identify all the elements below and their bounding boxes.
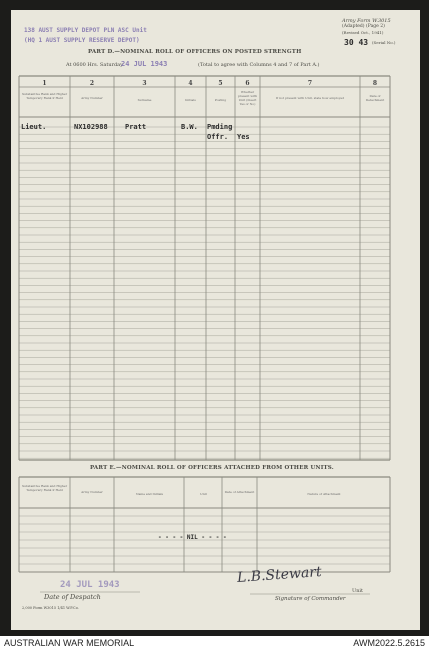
entry-posting-2: Offr. xyxy=(207,133,229,141)
form-adapted: (Adapted) (Page 2) xyxy=(342,24,385,29)
col-header-employed: If not present with Unit, state how employed xyxy=(275,96,345,100)
footer-institution: AUSTRALIAN WAR MEMORIAL xyxy=(4,638,135,648)
col-number-2: 2 xyxy=(89,80,95,87)
serial-number: 30 43 xyxy=(344,38,369,47)
part-e-nil: - - - - NIL - - - - xyxy=(158,534,227,541)
col-header-posting: Posting xyxy=(214,98,227,102)
form-number: Army Form W.3015 xyxy=(342,18,391,24)
entry-rank: Lieut. xyxy=(21,123,47,131)
col-number-3: 3 xyxy=(142,80,147,87)
e-col-header-attachment-date: Date of Attachment xyxy=(224,490,255,494)
col-header-initials: Initials xyxy=(185,98,196,102)
print-code: 2,000 Form W3015 1/41 W.P.Co. xyxy=(22,606,79,610)
col-header-surname: Surname xyxy=(137,98,152,102)
unit-stamp-line1: 138 AUST SUPPLY DEPOT PLN ASC Unit xyxy=(24,27,147,34)
entry-posting-1: Pmding xyxy=(207,123,233,131)
unit-label: Unit xyxy=(352,588,364,594)
commander-signature: L.B.Stewart xyxy=(236,564,323,586)
col-number-5: 5 xyxy=(218,80,223,87)
e-col-header-army-number: Army Number xyxy=(81,490,103,494)
footer-accession-number: AWM2022.5.2615 xyxy=(353,638,425,648)
col-header-detachment-date: Date of Detachment xyxy=(365,94,385,102)
part-d-at-prefix: At 0600 Hrs. Saturday xyxy=(66,62,123,68)
despatch-date-stamp: 24 JUL 1943 xyxy=(60,580,120,590)
entry-army-number: NX102988 xyxy=(74,123,108,131)
col-number-1: 1 xyxy=(42,80,47,87)
unit-stamp-line2: (HQ 1 AUST SUPPLY RESERVE DEPOT) xyxy=(24,37,140,44)
col-header-army-number: Army Number xyxy=(81,96,103,100)
serial-label: (Serial No.) xyxy=(372,40,396,45)
col-number-7: 7 xyxy=(307,80,313,87)
despatch-date-label: Date of Despatch xyxy=(44,593,101,601)
e-col-header-name: Name and Initials xyxy=(135,492,164,496)
part-d-at-suffix: (Total to agree with Columns 4 and 7 of Part A.) xyxy=(198,62,320,68)
col-number-8: 8 xyxy=(372,80,378,87)
form-revised: (Revised Oct., 1941) xyxy=(342,30,384,35)
entry-present: Yes xyxy=(237,133,250,141)
part-e-title: PART E.—NOMINAL ROLL OF OFFICERS ATTACHED FROM OTHER UNITS. xyxy=(90,465,334,471)
col-number-4: 4 xyxy=(188,80,193,87)
col-number-6: 6 xyxy=(245,80,250,87)
e-col-header-unit: Unit xyxy=(200,492,207,496)
col-header-rank: Substantive Rank and Higher Temporary Rank if Held xyxy=(21,92,67,100)
e-col-header-rank: Substantive Rank and Higher Temporary Rank if Held xyxy=(21,484,67,492)
entry-initials: B.W. xyxy=(181,123,198,131)
e-col-header-nature: Nature of Attachment xyxy=(307,492,341,496)
part-d-date-stamp: 24 JUL 1943 xyxy=(121,60,168,68)
signature-label: Signature of Commander xyxy=(275,596,346,602)
entry-surname: Pratt xyxy=(125,123,147,131)
part-d-title: PART D.—NOMINAL ROLL OF OFFICERS ON POSTED STRENGTH xyxy=(88,49,302,55)
col-header-present: Whether present with Unit (Insert Yes or No) xyxy=(237,90,258,106)
